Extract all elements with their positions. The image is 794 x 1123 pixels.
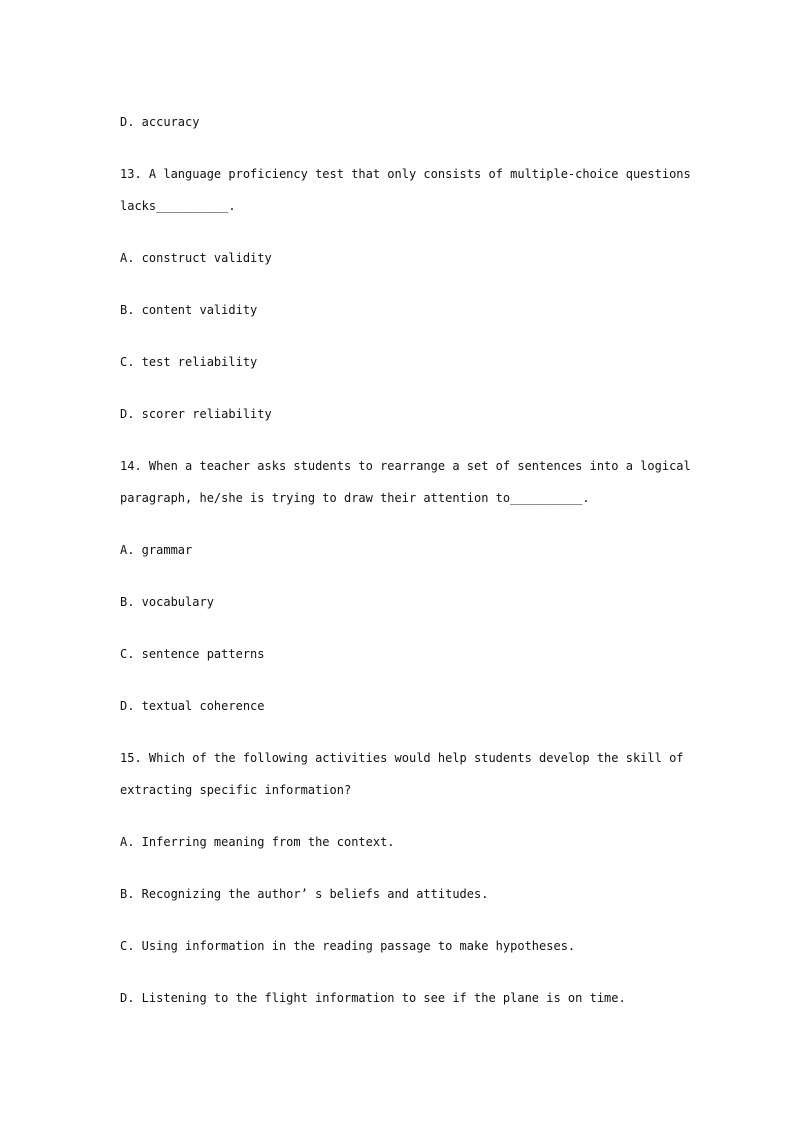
option-b-q14: B. vocabulary bbox=[120, 595, 214, 609]
option-c-q15: C. Using information in the reading passage to make hypotheses. bbox=[120, 939, 576, 953]
option-b-q15: B. Recognizing the author’ s beliefs and attitudes. bbox=[120, 887, 489, 901]
option-c-q14: C. sentence patterns bbox=[120, 647, 265, 661]
question-13-line-2: lacks__________. bbox=[120, 199, 236, 213]
option-a-q14: A. grammar bbox=[120, 543, 193, 557]
option-b-q13: B. content validity bbox=[120, 303, 258, 317]
option-a-q13: A. construct validity bbox=[120, 251, 272, 265]
option-c-q13: C. test reliability bbox=[120, 355, 258, 369]
question-15-line-2: extracting specific information? bbox=[120, 783, 352, 797]
question-14-line-2: paragraph, he/she is trying to draw their attention to__________. bbox=[120, 491, 590, 505]
question-14-line-1: 14. When a teacher asks students to rearrange a set of sentences into a logical bbox=[120, 459, 691, 473]
option-d-q13: D. scorer reliability bbox=[120, 407, 272, 421]
question-15-line-1: 15. Which of the following activities would help students develop the skill of bbox=[120, 751, 684, 765]
question-13-line-1: 13. A language proficiency test that only consists of multiple-choice questions bbox=[120, 167, 691, 181]
option-d-q12: D. accuracy bbox=[120, 115, 200, 129]
option-d-q15: D. Listening to the flight information to see if the plane is on time. bbox=[120, 991, 626, 1005]
option-a-q15: A. Inferring meaning from the context. bbox=[120, 835, 395, 849]
option-d-q14: D. textual coherence bbox=[120, 699, 265, 713]
